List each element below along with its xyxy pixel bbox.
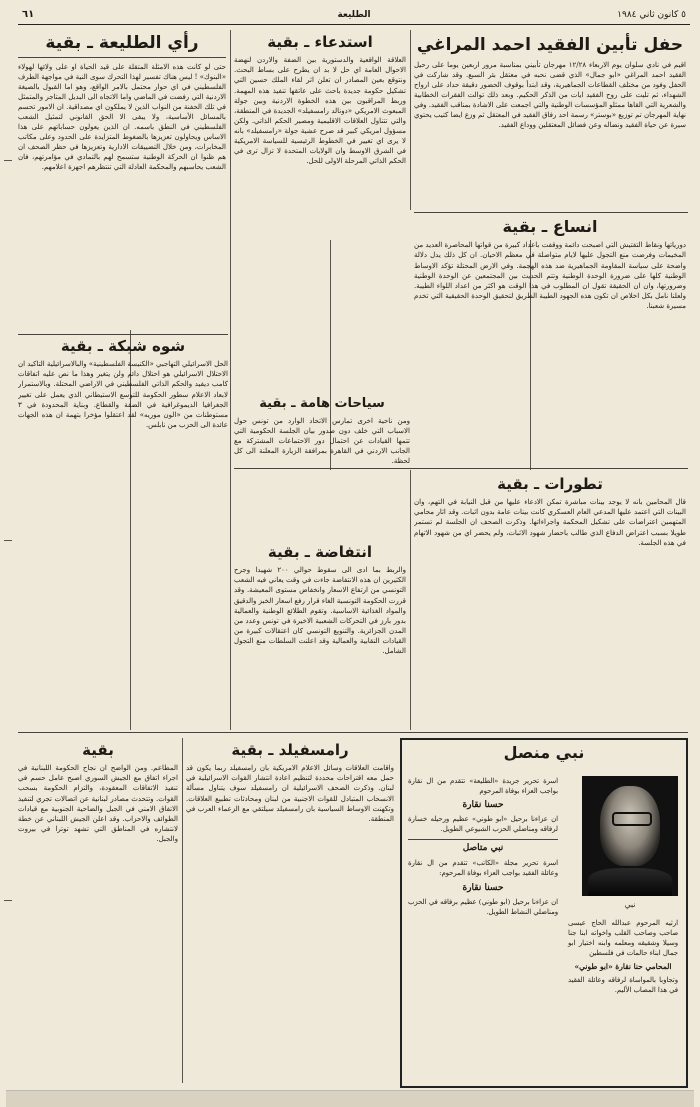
headline: انساع ـ بقية [502,217,598,236]
headline: انتفاضة ـ بقية [267,543,373,561]
article-obituary-main [414,30,686,210]
continued-label: بقية [267,543,300,561]
headline-text: رامسفيلد [278,741,349,759]
obituary-title: نبي منصل [503,743,585,762]
headline: تطورات ـ بقية [497,475,603,493]
headline-text: سياحات هامة [300,396,385,411]
issue-date: ٥ كانون ثاني ١٩٨٤ [617,10,686,20]
article-body: الحل الاسرائيلي التهاجبي «الكنيسة الفلسطينية» والبالاسرائيلية التاكيد ان الاحتلال الاسرائيلي هو احتلال دائم ولن يتغير وهذا ما نص عليه اتفاقات كامب ديفيد والحكم الذاتي الفلسطيني في الاراضي المحتلة. وبالاستمرار لابعاد الاعلام سطور الحكومة للتوسع الاستيطاني الذي يعمل على تغيير الجغرافيا الديموغرافية في الضفة والقطاع. وبناية المحدودة في ٣ مستوطنات من «الون موريه» لقد اعتقلوا مؤخرا بتهمة ان هذه الجهات عائدة الى الحزب من نابلس. [18,360,228,429]
headline: شوه شبكة ـ بقية [18,334,228,355]
article-opinion [18,30,226,330]
headline-text: انساع [552,217,598,236]
obituary-name: نبي متاصل [408,839,558,853]
article-body: والربط بما ادى الى سقوط حوالي ٢٠٠ شهيدا وجرح الكثيرين ان هذه الانتفاضة جاءت في وقت يعاني فيه الشعب التونسي من ارتفاع الاسعار وانخفاض مستوى المعيشة. وقد قررت الحكومة التونسية الغاء قرار رفع اسعار الخبز والدقيق والمواد الغذائية الاساسية. وتقوم الطلائع الوطنية والعمالية بدور بارز في التحركات الشعبية الاخيرة في تونس وعدد من المدن الجزائرية. والتنويع التونسي كان اعتقالات كبيرة من القيادات النقابية والعمالية وقد اعلنت السلطات منع التجول الشامل. [234,566,406,655]
margin-mark [4,160,12,161]
article-body: واقامت العلاقات وسائل الاعلام الامريكية بان رامسفيلد ربما يكون قد حمل معه اقتراحات محددة لتنظيم اعادة انتشار القوات الاسرائيلية في لبنان. وذكرت الصحف الاسرائيلية ان رامسفيلد سوف يتناول مسألة الانسحاب المتبادل للقوات الاجنبية من لبنان ومحادثات تطبيع العلاقات. وتكهنت الاوساط السياسية بان رامسفيلد سيلتقي مع الزعماء العرب في المنطقة. [186,764,394,823]
article-shabaka [18,332,228,632]
continued-label: بقية [497,475,529,493]
headline: حفل تأبين الفقيد احمد المراغي [416,35,684,55]
page-number: ٦١ [22,9,35,20]
headline: استدعاء ـ بقية [267,33,373,51]
headline-text: تطورات [544,475,603,493]
article-baqiya-bottom [18,738,178,1088]
article-body: دورياتها ونقاط التفتيش التي اصبحت دائمة ووقفت باعداد كبيرة من قواتها المحاصرة العديد من المخيمات وفرضت منع التجول عليها لايام متواصلة في معظم الاحيان. ان كل ذلك يدل دلالة واضحة على سياسة المقاومة الجماهيرية ضد هذه الهجمة. وفي الارض المحتلة تؤكد الاوساط الوطنية كلها على ضرورة الوحدة الوطنية وتتم الحديث بين المجتمعين عن الوحدة الوطنية وضرورتها، وان ان الحقيقة تقول ان المطلوب في هذا الوقت هو اكثر من اعداد اللواء الطيبة. ولعلنا نامل بكل اخلاص ان تكون هذه الجهود الطيبة الطريق لتحقيق الوحدة الحقيقية التي تخدم مسيرة شعبنا. [414,241,686,310]
article-body: ومن ناحية اخرى تمارس الاتحاد الوارد من تونس حول الاسباب التي خلف دون صدور بيان الجلسة الحكومية التي تتمها القيادات عن احتمال دور الاحتماعات المشتركة مع الجانب الاردني في القاهرة بمرافقة الزيارة المعلنة الى كل لحظة. [234,416,410,466]
portrait-glasses [612,812,652,826]
header-rule [18,24,690,25]
paper-name: الطليعة [337,10,371,20]
article-siyahat [234,395,410,535]
margin-mark [4,540,12,541]
article-body: حتى لو كانت هذه الامثلة المتقلة على قيد الحياة او على ولائها لهولاء «البنوك» ! ليس هناك تفسير لهذا التحرك سوى النية في مواجهة الطرف الفلسطيني في اي حوار محتمل بالامر الواقع، وهو اما القبول بالصيغة الاردنية التي رفضت في الماضي واما الاتجاه الى البديل المتاجر والمتمثل في تلك الحفنة من النواب الذين لا يملكون اي مصداقية. ان الامور تحسم بالمسائل الأساسية، ولا يبقى الا الحق القانوني لتمثيل الشعب الفلسطيني في النطق باسمه. ان الذين يعولون حساباتهم على هذا الاساس ويحاولون تعزيزها بالضغوط المتزايدة على الحدود وعلى مكاتب المخابرات، ومن خلال التضييقات الادارية وتعزيزها في حظر الصحف ان هم ظنوا ان الحركة الوطنية ستسمح لهم بالتمادي في مؤامرتهم، فان الشعب يحاسبهم والمحكمة العادلة التي تنتظرهم اجهزة اعلامهم. [18,62,226,172]
margin-mark [4,900,12,901]
photo-caption: نبي [624,900,636,909]
obituary-text: ان عزاءنا برحيل «ابو طوني» عظيم ورحيله خسارة لرفاقه ومناضلي الحزب الشيوعي الطويل. [408,815,558,834]
headline: سياحات هامة ـ بقية [259,396,385,411]
continued-label: بقية [502,217,537,236]
article-istidaa [234,30,406,235]
obituary-right-column [568,918,678,996]
section-rule [414,212,688,213]
column-divider [410,30,411,210]
obituary-text: ارثيه المرحوم عبدالله الحاج عيسى صاحب وصاحب القلب واخواته ابنا جنا وسيلا وشقيقه ومعلمه وابنه اختيار ابو جمال ابناء حالمات في فلسطين [568,919,678,958]
obituary-name: حسنا نقارة [462,882,504,893]
portrait-photo [582,776,678,896]
headline-text: استدعاء [314,33,373,51]
article-body: قال المحامين بانه لا يوجد بينات مباشرة تمكن الادعاء عليها من قبل النيابة في التهم، وان البينات التي اعتمد عليها المدعي العام العسكري كانت بينات عامة بدون اثبات. وقد اثار محامي المتهمين اعتراضات على تشكيل المحكمة واجراءاتها. وذكرت الصحف ان الجلسة لم تستمر طويلا بسبب اعتراض الدفاع الذي طالب باحضار شهود الاثبات، ولم يحضر اي من شهود الاتهام في هذه الجلسة. [414,498,686,547]
obituary-text: ان عزاءنا برحيل (ابو طوني) عظيم برفاقه في الحزب ومناضلي النشاط الطويل. [408,897,558,916]
headline-text: شوه شبكة [108,337,186,355]
obituary-text: اسرة تحرير جريدة «الطليعة» تتقدم من ال نقارة بواجب العزاء بوفاة المرحوم [408,777,558,796]
portrait-face [600,786,660,866]
section-rule [234,468,688,469]
headline-text: رأي الطليعة [98,33,199,53]
obituary-box [400,738,688,1088]
page-footer-strip [6,1090,694,1107]
obituary-left-column [408,776,558,917]
article-rumsfeld [186,738,394,1088]
article-insaa [414,214,686,464]
obituary-signature: المحامي حنا نقارة «ابو طوني» [574,962,672,972]
portrait-shirt [588,868,672,896]
section-rule [18,732,688,733]
headline-text: انتفاضة [315,543,373,561]
article-body: اقيم في نادي سلوان يوم الاربعاء ١٢/٢٨ مهرجان تأبيني بمناسبة مرور اربعين يوما على رحيل الفقيد احمد المراغي «ابو جمال» الذي قضى نحبه في معتقل بئر السبع. وقد شاركت في الحفل وفود من مختلف القطاعات الجماهيرية، وقد ابتدأ بوقوف الحضور دقيقة حداد على ارواح الشهداء، ثم تليت على روح الفقيد ايات من الذكر الحكيم. وبعد ذلك توالت الفقرات الخطابية والشعرية التي القاها ممثلو المؤسسات الوطنية والتي اجمعت على الاشادة بمناقب الفقيد. وفي نهاية المهرجان تم توزيع «بوستر» رسمة احد رفاق الفقيد في المعتقل ثم وزع ايضا كتيب يحتوي سيرة عن حياة الفقيد ونضاله وعن فضائل المعتقلين ووداع الفقيد. [414,60,686,130]
article-body: العلاقة الواقعية والدستورية بين الضفة والاردن لنهضة الاحوال العامة اي حل لا بد ان يطرح على بساط البحث. ونتوقع بعين المصادر ان تعلن اثر لقاء الملك حسين التي تشكيل حكومة جديدة باحث على عاتقها تنفيذ هذه المهمة. وربط المراقبون بين هذه الخطوة الاردنية وبين جولة المبعوث الامريكي «دونالد رامسفيلد» الجديدة في المنطقة، والتي تتناول العلاقات الاقليمية ومصير الحكم الذاتي. ولكن مسؤول امريكي كبير قد صرح عشية جولة «رامسفيلد» بانه لا يرى اي تغيير في الخطوط الرئيسية للسياسة الامريكية في الشرق الاوسط وان الولايات المتحدة لا تزال ترى في الحكم الذاتي المرحلة الاولى للحل. [234,56,406,166]
continued-label: بقية [231,741,264,759]
article-tatawurat [414,470,686,730]
continued-label: بقية [267,33,299,51]
headline: رأي الطليعة ـ بقية [18,34,226,58]
article-body: المطاعم. ومن الواضح ان نجاح الحكومة اللبنانية في اجراء اتفاق مع الجيش السوري اصبح عامل حسم في تنفيذ الاتفاقات المعقودة، والتزام الحكومة بسحب القوات. وتتحدث مصادر لبنانية عن اتصالات تجري لتنفيذ الاتفاق الامني في الجبل والضاحية الجنوبية مع قيادات الطوائف والاحزاب. وقد اعلن الجيش اللبناني عن خطة لانتشاره في المناطق التي تشهد توترا في بيروت والجبل. [18,764,178,843]
column-divider [230,30,231,730]
continued-label: بقية [45,33,82,53]
page-header [18,8,690,24]
column-divider [182,738,183,1083]
headline: رامسفيلد ـ بقية [231,741,349,759]
obituary-name: حسنا نقارة [462,800,504,811]
article-intifada [234,540,406,730]
continued-label: بقية [259,396,287,411]
column-divider [410,470,411,730]
obituary-text: اسرة تحرير مجلة «الكاتب» تتقدم من ال نقارة وعائلة الفقيد بواجب العزاء بوفاة المرحوم: [408,859,558,878]
obituary-text: وتجاوبا بالمواساة لرفاقه وعائلة الفقيد في هذا المصاب الأليم. [568,976,678,995]
headline: بقية [82,741,114,759]
continued-label: بقية [60,337,93,355]
